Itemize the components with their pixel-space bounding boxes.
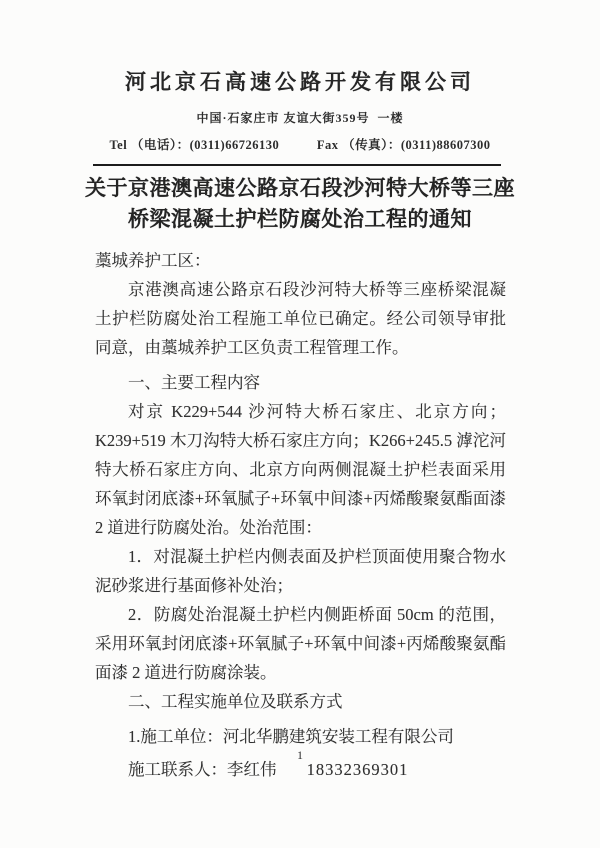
document-title-line1: 关于京港澳高速公路京石段沙河特大桥等三座 — [85, 176, 515, 200]
treatment-item-2: 2．防腐处治混凝土护栏内侧距桥面 50cm 的范围，采用环氧封闭底漆+环氧腻子+环氧中间漆+丙烯酸聚氨酯面漆 2 道进行防腐涂装。 — [95, 605, 506, 682]
company-address: 中国·石家庄市 友谊大街359号 一楼 — [196, 111, 404, 125]
salutation: 藁城养护工区： — [95, 251, 211, 270]
contractor-line: 1.施工单位：河北华鹏建筑安装工程有限公司 — [128, 727, 454, 746]
page-number: 1 — [297, 748, 303, 762]
letterhead — [0, 0, 600, 166]
document-title — [0, 173, 600, 235]
document-body — [95, 246, 506, 784]
fax-number: Fax （传真）：(0311)88607300 — [316, 138, 491, 152]
contact-phone: 18332369301 — [306, 760, 409, 779]
treatment-item-1: 1．对混凝土护栏内侧表面及护栏顶面使用聚合物水泥砂浆进行基面修补处治； — [95, 547, 506, 595]
header-divider — [93, 164, 501, 166]
tel-fax-line — [0, 135, 600, 153]
tel-number: Tel （电话）：(0311)66726130 — [109, 138, 280, 152]
section-1-heading: 一、主要工程内容 — [128, 373, 260, 392]
section-2-heading: 二、工程实施单位及联系方式 — [128, 692, 343, 711]
intro-paragraph: 京港澳高速公路京石段沙河特大桥等三座桥梁混凝土护栏防腐处治工程施工单位已确定。经公司领导审批同意，由藁城养护工区负责工程管理工作。 — [95, 280, 506, 357]
document-title-line2: 桥梁混凝土护栏防腐处治工程的通知 — [128, 207, 472, 231]
section-1-paragraph: 对京 K229+544 沙河特大桥石家庄、北京方向；K239+519 木刀沟特大桥石家庄方向；K266+245.5 滹沱河特大桥石家庄方向、北京方向两侧混凝土护栏表面采用环氧封闭底漆+环氧腻子+环氧中间漆+丙烯酸聚氨酯面漆 2 道进行防腐处治。处治范围： — [95, 402, 506, 537]
company-name: 河北京石高速公路开发有限公司 — [125, 70, 475, 94]
contact-person: 施工联系人：李红伟 — [128, 760, 277, 779]
